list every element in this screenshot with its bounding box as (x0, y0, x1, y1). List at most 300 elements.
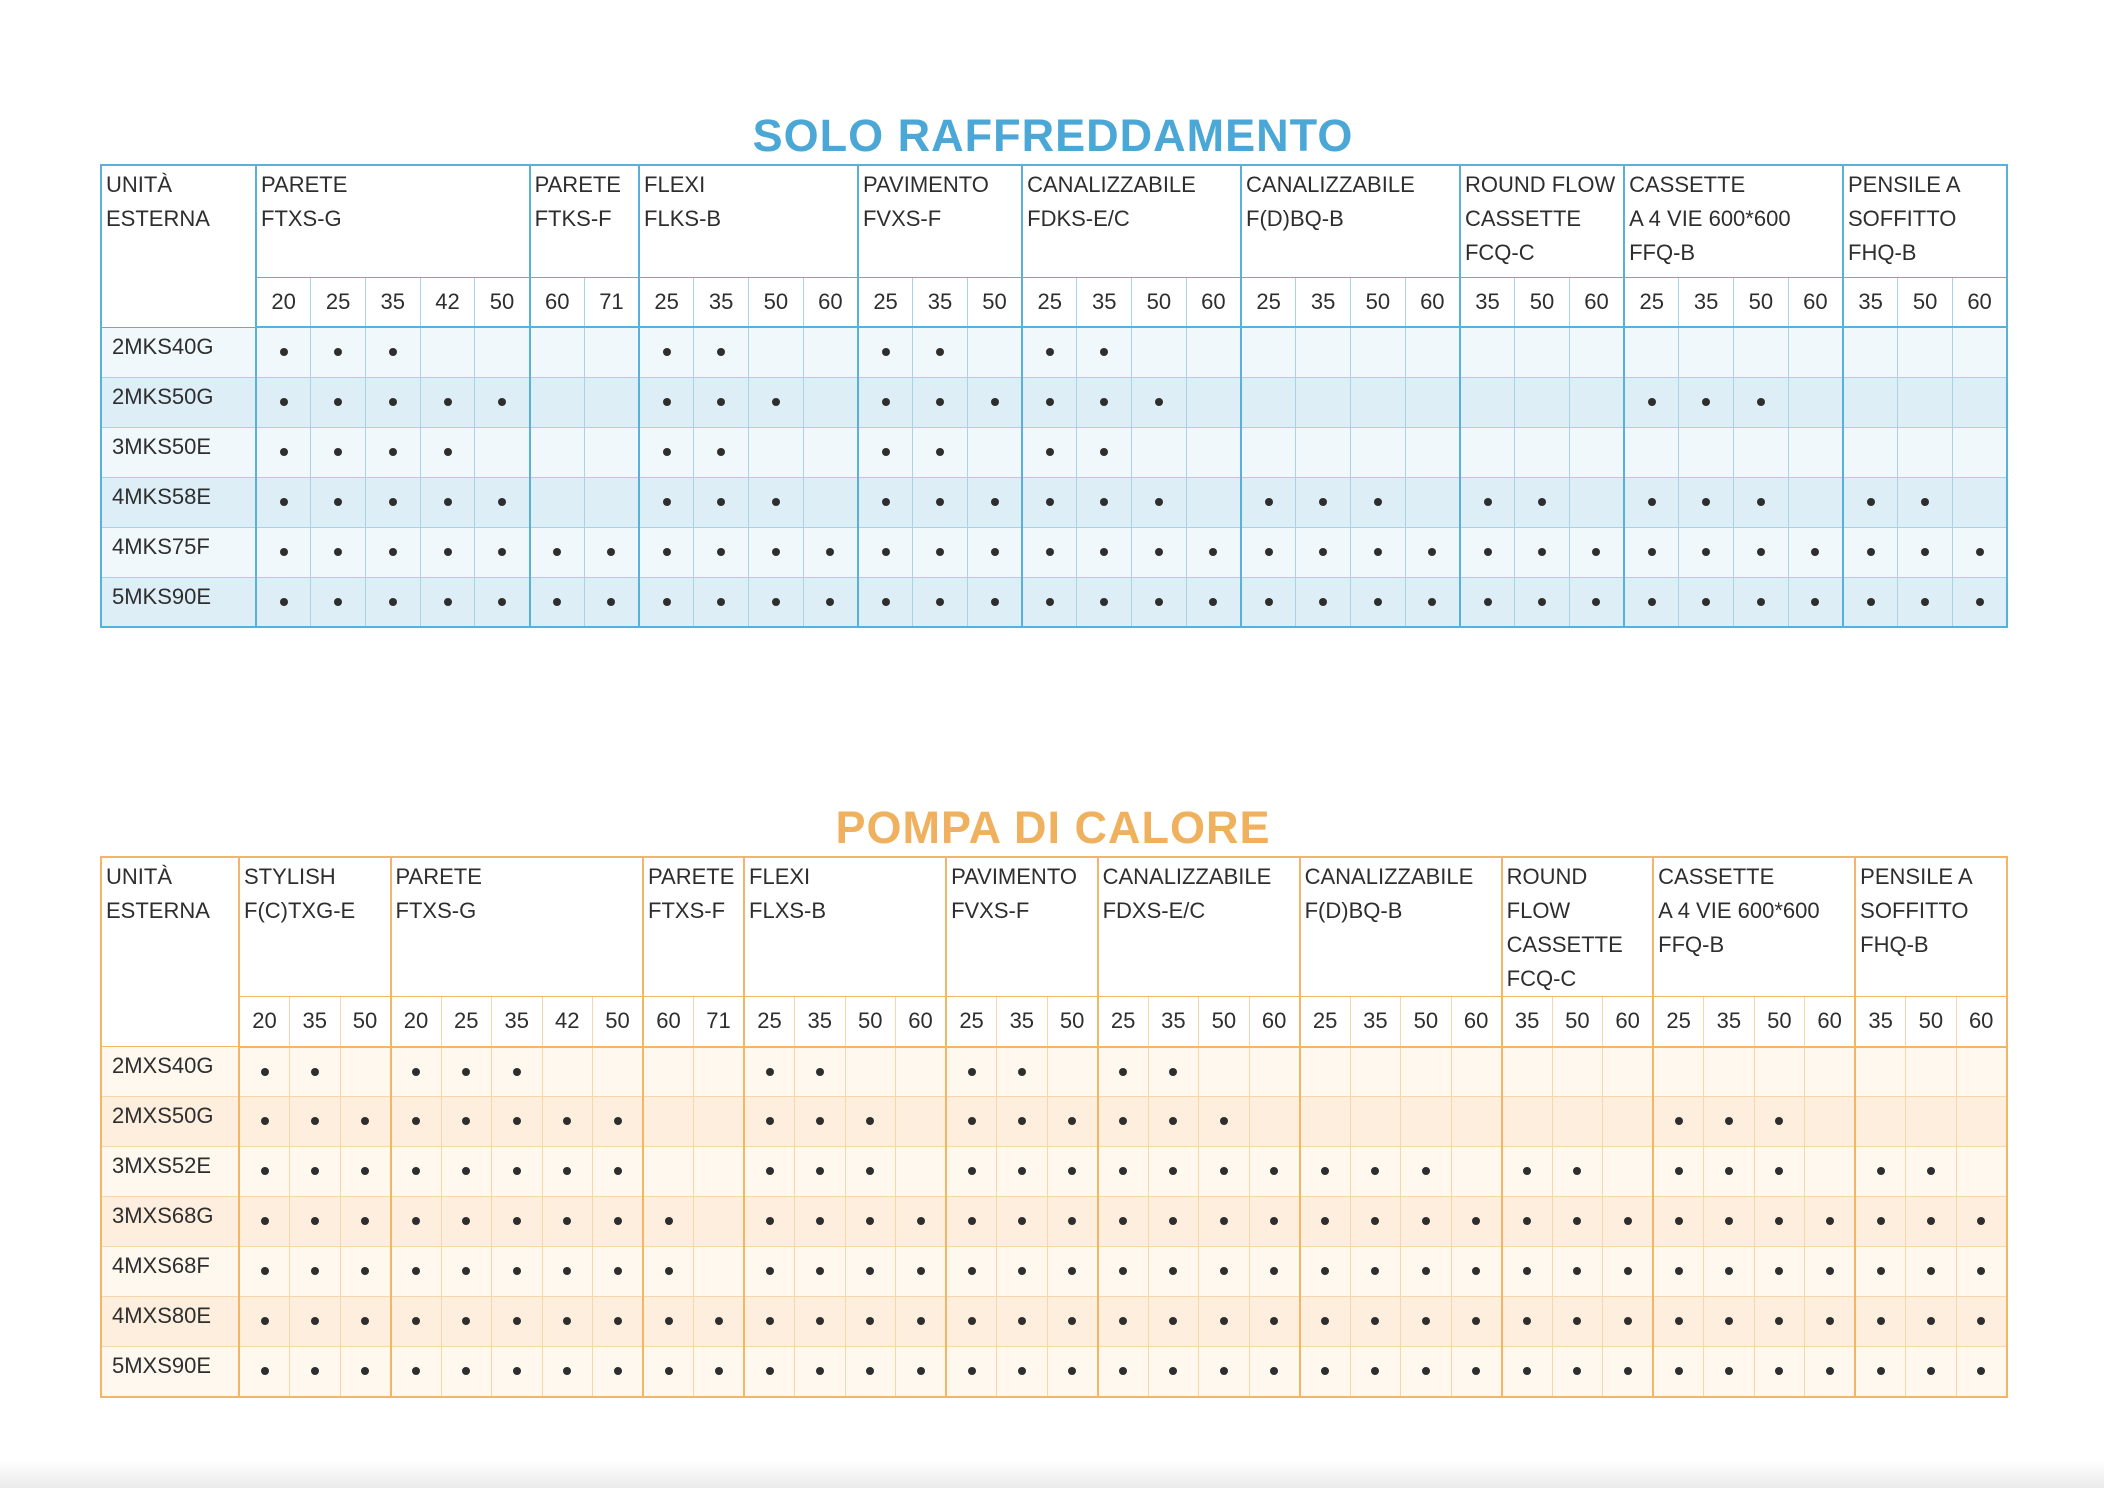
compatible-dot-icon (1927, 1367, 1935, 1375)
compatible-dot-icon (1169, 1267, 1177, 1275)
compatibility-cell (391, 1197, 442, 1247)
compatibility-cell (256, 327, 311, 377)
size-header: 50 (475, 277, 530, 327)
compatibility-cell (475, 377, 530, 427)
compatibility-cell (1300, 1297, 1351, 1347)
size-header: 20 (239, 997, 290, 1047)
compatible-dot-icon (563, 1167, 571, 1175)
compatible-dot-icon (816, 1317, 824, 1325)
compatible-dot-icon (1422, 1217, 1430, 1225)
compatible-dot-icon (1472, 1267, 1480, 1275)
compatible-dot-icon (412, 1167, 420, 1175)
compatible-dot-icon (1100, 498, 1108, 506)
compatibility-cell (639, 577, 694, 627)
compatible-dot-icon (311, 1068, 319, 1076)
family-label: CANALIZZABILE (1246, 172, 1415, 197)
compatible-dot-icon (1374, 498, 1382, 506)
size-header: 20 (256, 277, 311, 327)
compatibility-cell (475, 577, 530, 627)
compatibility-cell (1603, 1347, 1654, 1397)
compatibility-cell (1569, 427, 1624, 477)
compatible-dot-icon (614, 1317, 622, 1325)
family-header (744, 857, 946, 997)
size-header: 60 (530, 277, 585, 327)
compatibility-cell (1148, 1347, 1199, 1397)
compatibility-cell (1098, 1297, 1149, 1347)
family-header (1460, 165, 1624, 277)
compatibility-cell (1350, 1097, 1401, 1147)
compatibility-cell (1754, 1047, 1805, 1097)
compatible-dot-icon (1921, 548, 1929, 556)
compatibility-cell (1855, 1097, 1906, 1147)
compatible-dot-icon (1119, 1217, 1127, 1225)
compatibility-cell (1350, 1297, 1401, 1347)
compatibility-cell (1098, 1197, 1149, 1247)
compatible-dot-icon (1484, 598, 1492, 606)
compatibility-cell (1460, 427, 1515, 477)
compatibility-cell (967, 377, 1022, 427)
compatibility-cell (1401, 1047, 1452, 1097)
compatible-dot-icon (1927, 1217, 1935, 1225)
compatibility-cell (795, 1297, 846, 1347)
compatibility-cell (643, 1047, 694, 1097)
compatibility-cell (858, 427, 913, 477)
compatible-dot-icon (816, 1367, 824, 1375)
cooling-compatibility-table (100, 164, 2008, 628)
family-label: FDKS-E/C (1027, 206, 1130, 231)
compatibility-cell (643, 1347, 694, 1397)
compatibility-cell (845, 1047, 896, 1097)
family-label: FFQ-B (1629, 240, 1696, 265)
compatible-dot-icon (563, 1217, 571, 1225)
compatibility-cell (845, 1097, 896, 1147)
compatibility-cell (1704, 1347, 1755, 1397)
compatibility-cell (542, 1247, 593, 1297)
size-header: 35 (290, 997, 341, 1047)
compatibility-cell (1132, 477, 1187, 527)
compatible-dot-icon (663, 448, 671, 456)
compatibility-cell (1502, 1297, 1553, 1347)
compatibility-cell (896, 1047, 947, 1097)
compatibility-cell (593, 1197, 644, 1247)
size-header: 60 (1405, 277, 1460, 327)
compatible-dot-icon (1321, 1367, 1329, 1375)
compatibility-cell (643, 1147, 694, 1197)
compatibility-cell (744, 1147, 795, 1197)
compatibility-cell (1401, 1347, 1452, 1397)
compatibility-cell (1296, 377, 1351, 427)
compatible-dot-icon (816, 1117, 824, 1125)
compatibility-cell (584, 477, 639, 527)
compatible-dot-icon (1046, 548, 1054, 556)
outdoor-unit-model: 2MKS40G (101, 327, 256, 377)
family-header (1300, 857, 1502, 997)
compatibility-cell (946, 1347, 997, 1397)
compatibility-cell (1653, 1247, 1704, 1297)
compatible-dot-icon (1811, 598, 1819, 606)
compatible-dot-icon (513, 1267, 521, 1275)
compatibility-cell (391, 1247, 442, 1297)
size-header: 35 (795, 997, 846, 1047)
family-header-row (101, 165, 2007, 277)
compatible-dot-icon (665, 1267, 673, 1275)
compatibility-cell (1515, 527, 1570, 577)
compatibility-cell (420, 477, 475, 527)
compatibility-cell (1186, 327, 1241, 377)
compatibility-cell (290, 1047, 341, 1097)
table-row (101, 427, 2007, 477)
compatible-dot-icon (1624, 1267, 1632, 1275)
compatibility-cell (896, 1347, 947, 1397)
compatibility-cell (1734, 427, 1789, 477)
size-header: 60 (643, 997, 694, 1047)
compatible-dot-icon (1484, 548, 1492, 556)
compatible-dot-icon (1538, 498, 1546, 506)
compatibility-cell (896, 1097, 947, 1147)
compatible-dot-icon (1270, 1167, 1278, 1175)
compatibility-cell (1451, 1097, 1502, 1147)
compatibility-cell (1603, 1097, 1654, 1147)
size-header: 35 (1460, 277, 1515, 327)
compatibility-cell (1906, 1197, 1957, 1247)
compatibility-cell (858, 377, 913, 427)
compatibility-cell (694, 577, 749, 627)
compatibility-cell (530, 577, 585, 627)
compatible-dot-icon (1702, 598, 1710, 606)
compatibility-cell (1788, 477, 1843, 527)
size-header: 35 (1350, 997, 1401, 1047)
unit-header (101, 857, 239, 1047)
family-header (256, 165, 530, 277)
compatibility-cell (1460, 527, 1515, 577)
family-header (1502, 857, 1654, 997)
heating-section (100, 800, 2006, 1398)
compatible-dot-icon (1209, 598, 1217, 606)
compatible-dot-icon (1702, 498, 1710, 506)
compatible-dot-icon (513, 1317, 521, 1325)
compatibility-cell (748, 427, 803, 477)
compatible-dot-icon (826, 598, 834, 606)
compatible-dot-icon (917, 1317, 925, 1325)
compatibility-cell (1552, 1297, 1603, 1347)
compatibility-cell (694, 1197, 745, 1247)
compatible-dot-icon (361, 1217, 369, 1225)
compatibility-cell (492, 1047, 543, 1097)
size-header: 50 (1515, 277, 1570, 327)
compatibility-cell (441, 1247, 492, 1297)
family-label: SOFFITTO (1860, 898, 1969, 923)
unit-header-line: ESTERNA (106, 898, 210, 923)
compatible-dot-icon (1775, 1317, 1783, 1325)
outdoor-unit-model: 2MXS50G (101, 1097, 239, 1147)
compatible-dot-icon (1826, 1217, 1834, 1225)
compatibility-cell (639, 427, 694, 477)
compatibility-cell (1569, 577, 1624, 627)
size-header: 35 (1296, 277, 1351, 327)
compatibility-cell (1077, 427, 1132, 477)
compatibility-cell (858, 327, 913, 377)
size-header: 50 (1047, 997, 1098, 1047)
compatibility-cell (391, 1297, 442, 1347)
compatibility-cell (694, 1297, 745, 1347)
compatibility-cell (997, 1147, 1048, 1197)
family-label: FFQ-B (1658, 932, 1725, 957)
compatible-dot-icon (1169, 1317, 1177, 1325)
compatibility-cell (311, 577, 366, 627)
compatible-dot-icon (1675, 1367, 1683, 1375)
compatibility-cell (1843, 527, 1898, 577)
compatible-dot-icon (991, 498, 999, 506)
compatibility-cell (1249, 1097, 1300, 1147)
compatibility-cell (441, 1097, 492, 1147)
compatibility-cell (694, 477, 749, 527)
compatible-dot-icon (1119, 1267, 1127, 1275)
compatibility-cell (1843, 477, 1898, 527)
size-header: 50 (1401, 997, 1452, 1047)
table-row (101, 1147, 2007, 1197)
family-label: PARETE (261, 172, 348, 197)
compatibility-cell (913, 327, 968, 377)
family-label: PENSILE A (1848, 172, 1961, 197)
compatibility-cell (1241, 327, 1296, 377)
compatibility-cell (1249, 1297, 1300, 1347)
compatibility-cell (365, 377, 420, 427)
compatibility-cell (492, 1097, 543, 1147)
compatible-dot-icon (1068, 1367, 1076, 1375)
family-label: A 4 VIE 600*600 (1658, 898, 1820, 923)
compatible-dot-icon (866, 1217, 874, 1225)
size-header-row (101, 277, 2007, 327)
family-label: CASSETTE (1658, 864, 1775, 889)
compatibility-cell (1855, 1047, 1906, 1097)
compatibility-cell (1451, 1147, 1502, 1197)
compatibility-cell (311, 527, 366, 577)
compatibility-cell (694, 327, 749, 377)
family-label: CANALIZZABILE (1102, 864, 1272, 889)
size-header: 50 (593, 997, 644, 1047)
compatible-dot-icon (1775, 1267, 1783, 1275)
family-label: FCQ-C (1506, 966, 1577, 991)
outdoor-unit-model: 2MKS50G (101, 377, 256, 427)
compatibility-cell (1603, 1147, 1654, 1197)
compatible-dot-icon (866, 1317, 874, 1325)
compatible-dot-icon (389, 398, 397, 406)
size-header: 50 (967, 277, 1022, 327)
compatibility-cell (1843, 427, 1898, 477)
compatibility-cell (1805, 1197, 1856, 1247)
compatible-dot-icon (553, 548, 561, 556)
family-label: F(D)BQ-B (1246, 206, 1344, 231)
compatible-dot-icon (607, 548, 615, 556)
compatible-dot-icon (1046, 448, 1054, 456)
compatibility-cell (694, 377, 749, 427)
compatibility-cell (290, 1197, 341, 1247)
compatible-dot-icon (1573, 1317, 1581, 1325)
compatible-dot-icon (1757, 548, 1765, 556)
compatible-dot-icon (1265, 598, 1273, 606)
compatibility-cell (1653, 1347, 1704, 1397)
compatible-dot-icon (1068, 1117, 1076, 1125)
compatible-dot-icon (1119, 1068, 1127, 1076)
compatibility-cell (1956, 1097, 2007, 1147)
size-header: 60 (1805, 997, 1856, 1047)
size-header: 20 (391, 997, 442, 1047)
compatible-dot-icon (280, 598, 288, 606)
compatibility-cell (475, 527, 530, 577)
size-header: 50 (1199, 997, 1250, 1047)
compatibility-cell (967, 327, 1022, 377)
compatible-dot-icon (1648, 598, 1656, 606)
compatible-dot-icon (1757, 398, 1765, 406)
unit-header (101, 165, 256, 327)
compatible-dot-icon (936, 348, 944, 356)
compatible-dot-icon (717, 448, 725, 456)
compatible-dot-icon (1523, 1217, 1531, 1225)
compatible-dot-icon (334, 548, 342, 556)
compatibility-cell (1460, 577, 1515, 627)
compatible-dot-icon (717, 398, 725, 406)
compatible-dot-icon (917, 1367, 925, 1375)
compatible-dot-icon (1100, 448, 1108, 456)
compatibility-cell (1624, 577, 1679, 627)
compatible-dot-icon (1757, 498, 1765, 506)
compatibility-cell (1805, 1347, 1856, 1397)
compatibility-cell (1603, 1197, 1654, 1247)
compatible-dot-icon (1018, 1267, 1026, 1275)
compatible-dot-icon (1573, 1267, 1581, 1275)
size-header: 60 (1186, 277, 1241, 327)
compatibility-cell (1132, 527, 1187, 577)
compatible-dot-icon (1270, 1267, 1278, 1275)
compatibility-cell (542, 1197, 593, 1247)
compatible-dot-icon (1675, 1117, 1683, 1125)
compatible-dot-icon (513, 1217, 521, 1225)
compatibility-cell (1022, 477, 1077, 527)
compatibility-cell (997, 1347, 1048, 1397)
compatibility-cell (1898, 377, 1953, 427)
compatibility-cell (1401, 1297, 1452, 1347)
size-header: 42 (420, 277, 475, 327)
compatible-dot-icon (412, 1267, 420, 1275)
size-header: 25 (858, 277, 913, 327)
compatibility-cell (946, 1197, 997, 1247)
compatible-dot-icon (766, 1367, 774, 1375)
size-header: 60 (1603, 997, 1654, 1047)
compatibility-cell (1350, 527, 1405, 577)
compatibility-cell (1350, 427, 1405, 477)
compatible-dot-icon (1319, 498, 1327, 506)
compatibility-cell (1199, 1097, 1250, 1147)
compatible-dot-icon (766, 1068, 774, 1076)
compatible-dot-icon (389, 548, 397, 556)
compatibility-cell (311, 427, 366, 477)
compatibility-cell (1788, 327, 1843, 377)
compatibility-cell (1047, 1197, 1098, 1247)
family-header (1241, 165, 1460, 277)
compatibility-cell (239, 1347, 290, 1397)
compatibility-cell (1186, 477, 1241, 527)
compatibility-cell (1098, 1247, 1149, 1297)
table-row (101, 1247, 2007, 1297)
compatibility-cell (1515, 427, 1570, 477)
compatible-dot-icon (1374, 548, 1382, 556)
family-label: A 4 VIE 600*600 (1629, 206, 1791, 231)
compatibility-cell (1405, 327, 1460, 377)
size-header: 25 (744, 997, 795, 1047)
compatibility-cell (1077, 377, 1132, 427)
compatibility-cell (593, 1297, 644, 1347)
compatible-dot-icon (968, 1267, 976, 1275)
compatible-dot-icon (1220, 1217, 1228, 1225)
compatibility-cell (340, 1097, 391, 1147)
table-row (101, 327, 2007, 377)
compatible-dot-icon (361, 1167, 369, 1175)
compatible-dot-icon (1119, 1367, 1127, 1375)
compatibility-cell (1569, 527, 1624, 577)
compatibility-cell (748, 477, 803, 527)
compatible-dot-icon (968, 1367, 976, 1375)
compatibility-cell (1788, 427, 1843, 477)
family-label: PARETE (648, 864, 735, 889)
compatibility-cell (967, 477, 1022, 527)
compatibility-cell (1186, 377, 1241, 427)
compatibility-cell (1502, 1197, 1553, 1247)
compatibility-cell (1624, 527, 1679, 577)
compatibility-cell (340, 1047, 391, 1097)
family-label: CANALIZZABILE (1304, 864, 1474, 889)
compatible-dot-icon (663, 398, 671, 406)
compatibility-cell (340, 1247, 391, 1297)
compatible-dot-icon (1472, 1217, 1480, 1225)
compatibility-cell (1898, 527, 1953, 577)
compatibility-cell (1552, 1247, 1603, 1297)
compatibility-cell (420, 527, 475, 577)
family-label: F(C)TXG-E (244, 898, 356, 923)
compatible-dot-icon (1068, 1167, 1076, 1175)
size-header: 71 (694, 997, 745, 1047)
compatibility-cell (1843, 377, 1898, 427)
compatible-dot-icon (882, 498, 890, 506)
compatibility-cell (1047, 1047, 1098, 1097)
compatibility-cell (694, 527, 749, 577)
size-header: 60 (803, 277, 858, 327)
compatible-dot-icon (334, 348, 342, 356)
compatible-dot-icon (334, 398, 342, 406)
outdoor-unit-model: 4MXS68F (101, 1247, 239, 1297)
family-label: FDXS-E/C (1102, 898, 1206, 923)
compatible-dot-icon (1877, 1317, 1885, 1325)
compatible-dot-icon (1725, 1317, 1733, 1325)
compatible-dot-icon (1757, 598, 1765, 606)
compatible-dot-icon (1592, 548, 1600, 556)
table-row (101, 1347, 2007, 1397)
compatible-dot-icon (412, 1217, 420, 1225)
compatibility-cell (967, 577, 1022, 627)
compatibility-cell (1569, 327, 1624, 377)
compatibility-cell (1350, 327, 1405, 377)
compatible-dot-icon (1867, 548, 1875, 556)
outdoor-unit-model: 3MKS50E (101, 427, 256, 477)
size-header: 50 (748, 277, 803, 327)
compatibility-cell (1132, 377, 1187, 427)
family-header (1098, 857, 1300, 997)
compatibility-cell (744, 1347, 795, 1397)
compatibility-cell (1679, 427, 1734, 477)
family-label: PENSILE A (1860, 864, 1973, 889)
size-header: 60 (1956, 997, 2007, 1047)
compatibility-cell (1401, 1147, 1452, 1197)
compatible-dot-icon (766, 1317, 774, 1325)
